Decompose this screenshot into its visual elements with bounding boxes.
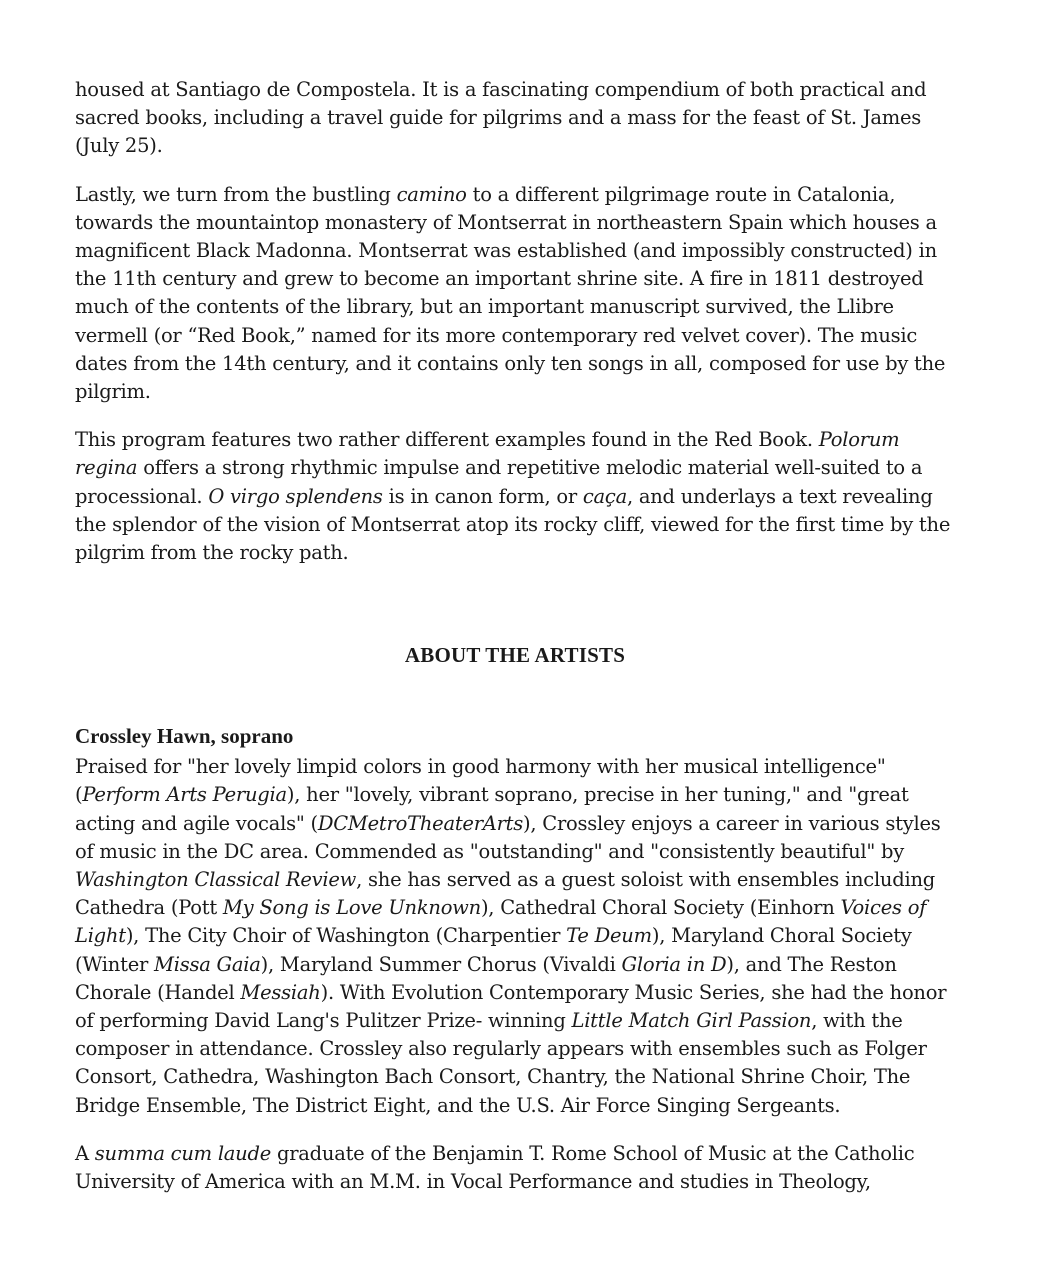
text-run: is in canon form, or (382, 484, 583, 508)
paragraph-compostela (75, 76, 955, 161)
italic-term-camino: camino (396, 182, 467, 206)
text-run: Lastly, we turn from the bustling (75, 182, 397, 206)
text-run: ). With Evolution Contemporary Music Series, she had the honor of performing David Lang's Pulitzer Prize- winning (75, 980, 947, 1033)
italic-work-title: Messiah (240, 980, 321, 1004)
text-run: ), Crossley enjoys a career in various styles of music in the DC area. Commended as "outstanding" and "consistently beautiful" by (75, 811, 941, 863)
artist-name-heading: Crossley Hawn, soprano (75, 724, 294, 749)
document-page (75, 76, 955, 1196)
text-run: offers a strong rhythmic impulse and repetitive melodic material well-suited to a processional. (75, 456, 923, 508)
italic-work-title: Gloria in D (621, 952, 727, 976)
paragraph-red-book (75, 426, 955, 567)
text-run: housed at Santiago de Compostela. It is a fascinating compendium of both practical and sacred books, including a travel guide for pilgrims and a mass for the feast of St. James (July 25). (75, 78, 927, 158)
italic-work-title: Missa Gaia (154, 952, 261, 976)
italic-title-o-virgo-splendens: O virgo splendens (208, 484, 383, 508)
italic-work-title: My Song is Love Unknown (222, 896, 481, 920)
italic-term-caca: caça (582, 484, 627, 508)
italic-source: Washington Classical Review (75, 868, 357, 892)
text-run: graduate of the Benjamin T. Rome School of Music at the Catholic University of America with an M.M. in Vocal Performance and studies in Theology, (75, 1141, 915, 1194)
text-run: ), her "lovely, vibrant soprano, precise in her tuning," and "great acting and agile vocals" ( (75, 783, 909, 835)
text-run: , she has served as a guest soloist with ensembles including Cathedra (Pott (75, 868, 935, 920)
italic-work-title: Te Deum (566, 924, 652, 948)
text-run: Praised for "her lovely limpid colors in good harmony with her musical intelligence" ( (75, 755, 886, 807)
text-run: ), Maryland Choral Society (Winter (75, 924, 912, 976)
italic-term-summa-cum-laude: summa cum laude (94, 1141, 272, 1165)
text-run: ), and The Reston Chorale (Handel (75, 952, 897, 1004)
text-run: A (75, 1141, 95, 1165)
text-run: ), The City Choir of Washington (Charpentier (125, 924, 567, 948)
italic-title-polorum-regina: Polorum regina (75, 428, 900, 480)
paragraph-artist-bio-1 (75, 753, 955, 1120)
text-run: ), Maryland Summer Chorus (Vivaldi (260, 952, 622, 976)
italic-work-title: Voices of Light (75, 896, 927, 948)
section-heading-about-artists: ABOUT THE ARTISTS (404, 643, 626, 668)
text-run: ), Cathedral Choral Society (Einhorn (480, 896, 841, 920)
text-run: to a different pilgrimage route in Catalonia, towards the mountaintop monastery of Montserrat in northeastern Spain which houses a magnificent Black Madonna. Montserrat was established (and impossibly constructed) in the 11th century and grew to become an important shrine site. A fire in 1811 destroyed much of the contents of the library, but an important manuscript survived, the Llibre vermell (or “Red Book,” named for its more contemporary red velvet cover). The music dates from the 14th century, and it contains only ten songs in all, composed for use by the pilgrim. (75, 182, 946, 404)
text-run: , with the composer in attendance. Crossley also regularly appears with ensembles such as Folger Consort, Cathedra, Washington Bach Consort, Chantry, the National Shrine Choir, The Bridge Ensemble, The District Eight, and the U.S. Air Force Singing Sergeants. (75, 1009, 927, 1117)
text-run: , and underlays a text revealing the splendor of the vision of Montserrat atop its rocky cliff, viewed for the first time by the pilgrim from the rocky path. (75, 484, 951, 565)
paragraph-montserrat (75, 181, 955, 407)
italic-work-title: Little Match Girl Passion (571, 1009, 812, 1033)
paragraph-artist-bio-2 (75, 1140, 955, 1196)
text-run: This program features two rather different examples found in the Red Book. (75, 428, 819, 452)
italic-source: Perform Arts Perugia (82, 783, 287, 807)
italic-source: DCMetroTheaterArts (317, 811, 524, 835)
